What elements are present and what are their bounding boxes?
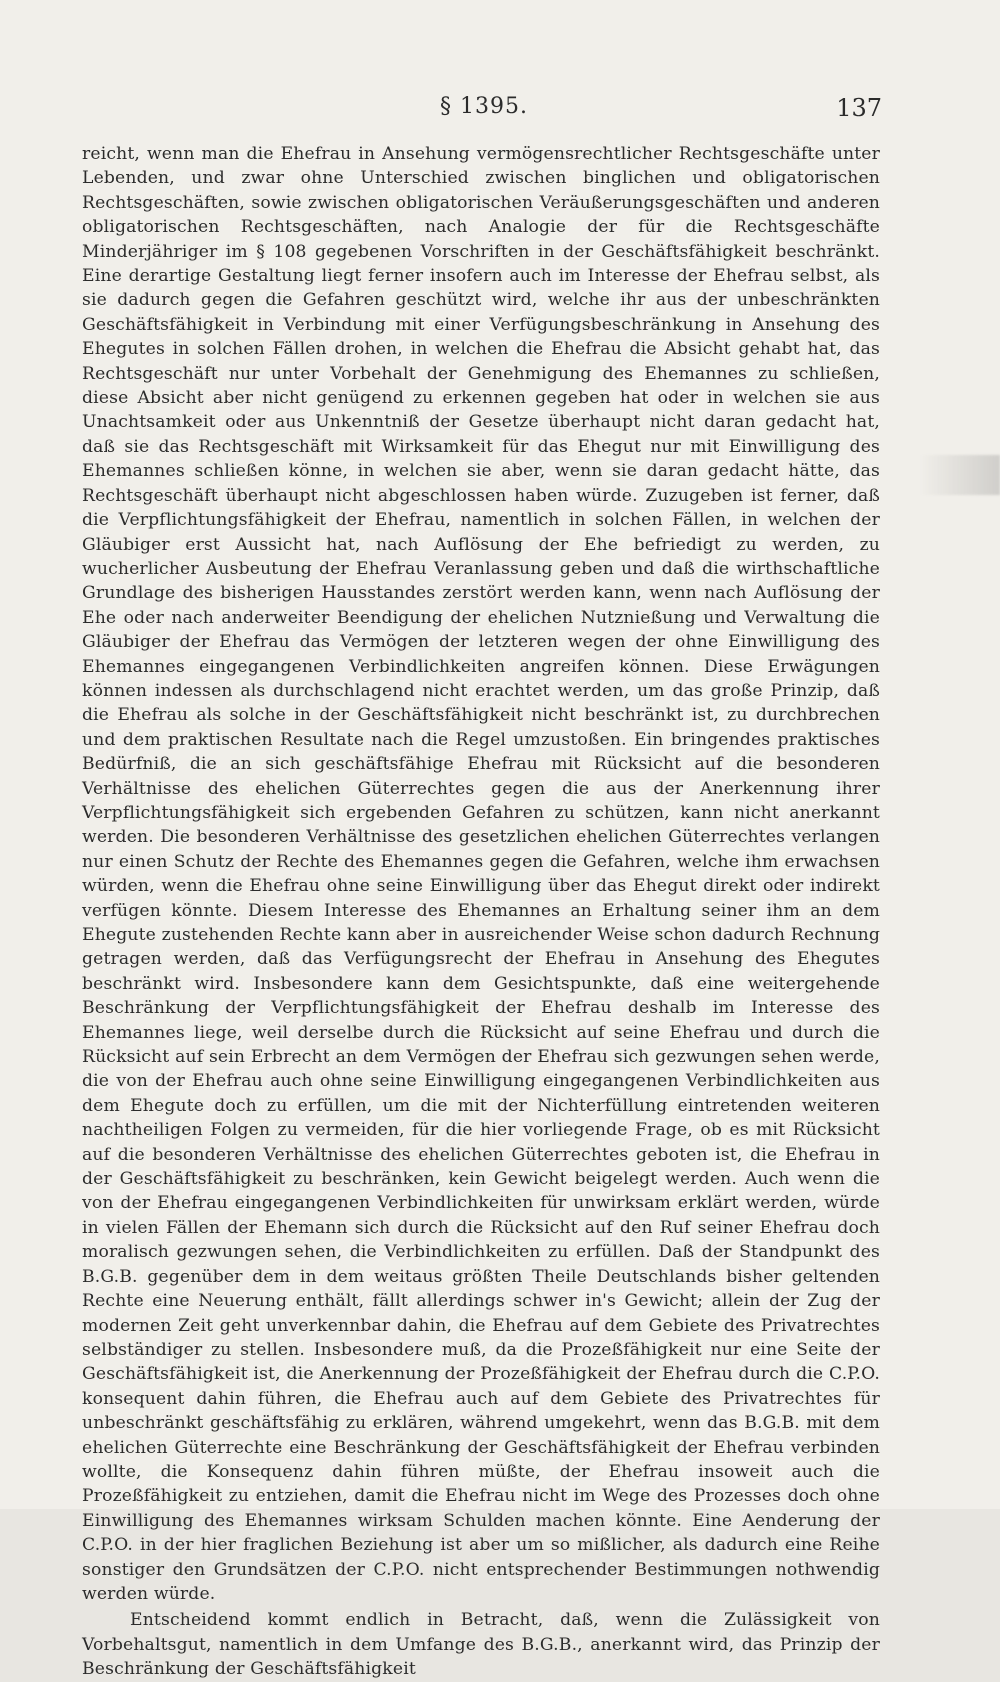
section-heading: § 1395. bbox=[440, 94, 528, 119]
paragraph: reicht, wenn man die Ehefrau in Ansehung vermögensrechtlicher Rechtsgeschäfte unter Lebenden, und zwar ohne Unterschied zwischen binglichen und obligatorischen Rechtsgeschäften, sowie zwischen obligatorischen Veräußerungsgeschäften und anderen obligatorischen Rechtsgeschäften, nach Analogie der für die Rechtsgeschäfte Minderjähriger im § 108 gegebenen Vorschriften in der Geschäftsfähigkeit beschränkt. Eine derartige Gestaltung liegt ferner insofern auch im Interesse der Ehefrau selbst, als sie dadurch gegen die Gefahren geschützt wird, welche ihr aus der unbeschränkten Geschäftsfähigkeit in Verbindung mit einer Verfügungsbeschränkung in Ansehung des Ehegutes in solchen Fällen drohen, in welchen die Ehefrau die Absicht gehabt hat, das Rechtsgeschäft nur unter Vorbehalt der Genehmigung des Ehemannes zu schließen, diese Absicht aber nicht genügend zu erkennen gegeben hat oder in welchen sie aus Unachtsamkeit oder aus Unkenntniß der Gesetze überhaupt nicht daran gedacht hat, daß sie das Rechtsgeschäft mit Wirksamkeit für das Ehegut nur mit Einwilligung des Ehemannes schließen könne, in welchen sie aber, wenn sie daran gedacht hätte, das Rechtsgeschäft überhaupt nicht abgeschlossen haben würde. Zuzugeben ist ferner, daß die Verpflichtungsfähigkeit der Ehefrau, namentlich in solchen Fällen, in welchen der Gläubiger erst Aussicht hat, nach Auflösung der Ehe befriedigt zu werden, zu wucherlicher Ausbeutung der Ehefrau Veranlassung geben und daß die wirthschaftliche Grundlage des bisherigen Hausstandes zerstört werden kann, wenn nach Auflösung der Ehe oder nach anderweiter Beendigung der ehelichen Nutznießung und Verwaltung die Gläubiger der Ehefrau das Vermögen der letzteren wegen der ohne Einwilligung des Ehemannes eingegangenen Verbindlichkeiten angreifen können. Diese Erwägungen können indessen als durchschlagend nicht erachtet werden, um das große Prinzip, daß die Ehefrau als solche in der Geschäftsfähigkeit nicht beschränkt ist, zu durchbrechen und dem praktischen Resultate nach die Regel umzustoßen. Ein bringendes praktisches Bedürfniß, die an sich geschäftsfähige Ehefrau mit Rücksicht auf die besonderen Verhältnisse des ehelichen Güterrechtes gegen die aus der Anerkennung ihrer Verpflichtungsfähigkeit sich ergebenden Gefahren zu schützen, kann nicht anerkannt werden. Die besonderen Verhältnisse des gesetzlichen ehelichen Güterrechtes verlangen nur einen Schutz der Rechte des Ehemannes gegen die Gefahren, welche ihm erwachsen würden, wenn die Ehefrau ohne seine Einwilligung über das Ehegut direkt oder indirekt verfügen könnte. Diesem Interesse des Ehemannes an Erhaltung seiner ihm an dem Ehegute zustehenden Rechte kann aber in ausreichender Weise schon dadurch Rechnung getragen werden, daß das Verfügungsrecht der Ehefrau in Ansehung des Ehegutes beschränkt wird. Insbesondere kann dem Gesichtspunkte, daß eine weitergehende Beschränkung der Verpflichtungsfähigkeit der Ehefrau deshalb im Interesse des Ehemannes liege, weil derselbe durch die Rücksicht auf seine Ehefrau und durch die Rücksicht auf sein Erbrecht an dem Vermögen der Ehefrau sich gezwungen sehen werde, die von der Ehefrau auch ohne seine Einwilligung eingegangenen Verbindlichkeiten aus dem Ehegute doch zu erfüllen, um die mit der Nichterfüllung eintretenden weiteren nachtheiligen Folgen zu vermeiden, für die hier vorliegende Frage, ob es mit Rücksicht auf die besonderen Verhältnisse des ehelichen Güterrechtes geboten ist, die Ehefrau in der Geschäftsfähigkeit zu beschränken, kein Gewicht beigelegt werden. Auch wenn die von der Ehefrau eingegangenen Verbindlichkeiten für unwirksam erklärt werden, würde in vielen Fällen der Ehemann sich durch die Rücksicht auf den Ruf seiner Ehefrau doch moralisch gezwungen sehen, die Verbindlichkeiten zu erfüllen. Daß der Standpunkt des B.G.B. gegenüber dem in dem weitaus größten Theile Deutschlands bisher geltenden Rechte eine Neuerung enthält, fällt allerdings schwer in's Gewicht; allein der Zug der modernen Zeit geht unverkennbar dahin, die Ehefrau auf dem Gebiete des Privatrechtes selbständiger zu stellen. Insbesondere muß, da die Prozeßfähigkeit nur eine Seite der Geschäftsfähigkeit ist, die Anerkennung der Prozeßfähigkeit der Ehefrau durch die C.P.O. konsequent dahin führen, die Ehefrau auch auf dem Gebiete des Privatrechtes für unbeschränkt geschäftsfähig zu erklären, während umgekehrt, wenn das B.G.B. mit dem ehelichen Güterrechte eine Beschränkung der Geschäftsfähigkeit der Ehefrau verbinden wollte, die Konsequenz dahin führen müßte, der Ehefrau insoweit auch die Prozeßfähigkeit zu entziehen, damit die Ehefrau nicht im Wege des Prozesses doch ohne Einwilligung des Ehemannes wirksam Schulden machen könnte. Eine Aenderung der C.P.O. in der hier fraglichen Beziehung ist aber um so mißlicher, als dadurch eine Reihe sonstiger den Grundsätzen der C.P.O. nicht entsprechender Bestimmungen nothwendig werden würde. bbox=[82, 144, 880, 1604]
paragraph: Entscheidend kommt endlich in Betracht, daß, wenn die Zulässigkeit von Vorbehaltsgut, namentlich in dem Umfange des B.G.B., anerkannt wird, das Prinzip der Beschränkung der Geschäftsfähigkeit bbox=[82, 1610, 880, 1680]
page-number: 137 bbox=[836, 94, 882, 122]
page-header bbox=[0, 94, 1000, 124]
page-edge-shadow bbox=[920, 455, 1000, 495]
body-text bbox=[82, 142, 880, 1682]
